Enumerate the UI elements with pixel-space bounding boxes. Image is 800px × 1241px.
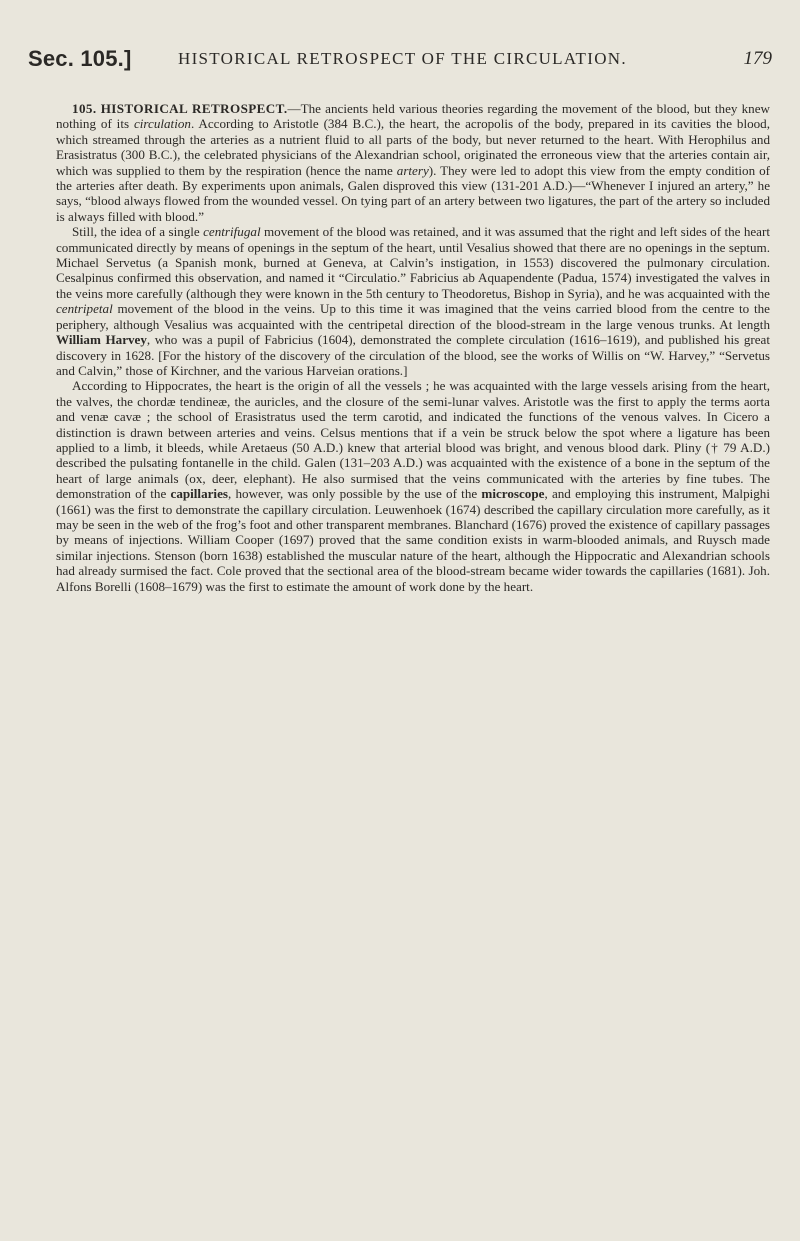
bold-capillaries: capillaries bbox=[170, 486, 228, 502]
paragraph-2 bbox=[56, 224, 770, 378]
text-run: —The ancients held various theories regarding the movement of the blood, but they knew nothing of its bbox=[56, 101, 770, 132]
paragraph-3 bbox=[56, 378, 770, 594]
text-run: movement of the blood in the veins. Up to this time it was imagined that the veins carried blood from the centre to the periphery, although Vesalius was acquainted with the centripetal direction of the blood-stream in the large venous trunks. At length bbox=[56, 301, 770, 332]
article-body bbox=[56, 101, 770, 594]
text-run: , and employing this instrument, Malpighi (1661) was the first to demonstrate the capillary circulation. Leuwenhoek (1674) described the capillary circulation more carefully, as it may be seen in the web of the frog’s foot and other transparent membranes. Blanchard (1676) proved the existence of capillary passages by means of injections. William Cooper (1697) proved that the same condition exists in warm-blooded animals, and Ruysch made similar injections. Stenson (born 1638) established the muscular nature of the heart, although the Hippocratic and Alexandrian schools had already surmised the fact. Cole proved that the sectional area of the blood-stream became wider towards the capillaries (1681). Joh. Alfons Borelli (1608–1679) was the first to estimate the amount of work done by the heart. bbox=[56, 486, 770, 594]
section-label: Sec. 105.] bbox=[28, 46, 132, 71]
text-run: movement of the blood was retained, and it was assumed that the right and left sides of the heart communicated directly by means of openings in the septum of the heart, until Vesalius showed that there are no openings in the septum. Michael Servetus (a Spanish monk, burned at Geneva, at Calvin’s instigation, in 1553) discovered the pulmonary circulation. Cesalpinus confirmed this observation, and named it “Circulatio.” Fabricius ab Aquapendente (Padua, 1574) investigated the valves in the veins more carefully (although they were known in the 5th century to Theodoretus, Bishop in Syria), and he was acquainted with the bbox=[56, 224, 770, 301]
text-run: , however, was only possible by the use of the bbox=[227, 486, 482, 502]
article-number: 105. bbox=[72, 101, 97, 116]
paragraph-1 bbox=[56, 101, 770, 224]
bold-william-harvey: William Harvey bbox=[56, 332, 147, 348]
bold-microscope: microscope bbox=[481, 486, 545, 502]
text-run: , who was a pupil of Fabricius (1604), demonstrated the complete circulation (1616–1619), and published his great discovery in 1628. [For the history of the discovery of the circulation of the blood, see the works of Willis on “W. Harvey,” “Servetus and Calvin,” those of Kirchner, and the various Harveian orations.] bbox=[56, 332, 770, 378]
text-run: . According to Aristotle (384 B.C.), the heart, the acropolis of the body, prepared in its cavities the blood, which streamed through the arteries as a nutrient fluid to all parts of the body, but never returned to the heart. With Herophilus and Erasistratus (300 B.C.), the celebrated physicians of the Alexandrian school, originated the erroneous view that the arteries contain air, which was supplied to them by the respiration (hence the name bbox=[56, 116, 770, 178]
article-heading: HISTORICAL RETROSPECT. bbox=[100, 101, 288, 116]
emphasis-centripetal: centripetal bbox=[56, 301, 113, 317]
running-head bbox=[28, 46, 772, 86]
text-run: ). They were led to adopt this view from the empty condition of the arteries after death. By experiments upon animals, Galen disproved this view (131-201 A.D.)—“Whenever I injured an artery,” he says, “blood always flowed from the wounded vessel. On tying part of an artery between two ligatures, the part of the artery so included is always filled with blood.” bbox=[56, 162, 770, 224]
emphasis-circulation: circulation bbox=[133, 116, 191, 132]
emphasis-centrifugal: centrifugal bbox=[203, 224, 261, 240]
emphasis-artery: artery bbox=[396, 162, 429, 178]
running-title: HISTORICAL RETROSPECT OF THE CIRCULATION. bbox=[178, 49, 627, 68]
page-number: 179 bbox=[743, 48, 772, 69]
text-run: Still, the idea of a single bbox=[72, 224, 204, 240]
text-run: According to Hippocrates, the heart is the origin of all the vessels ; he was acquainted with the large vessels arising from the heart, the valves, the chordæ tendineæ, the auricles, and the closure of the semi-lunar valves. Aristotle was the first to apply the terms aorta and venæ cavæ ; the school of Erasistratus used the term carotid, and indicated the functions of the venous valves. In Cicero a distinction is drawn between arteries and veins. Celsus mentions that if a vein be struck below the spot where a ligature has been applied to a limb, it bleeds, while Aretaeus (50 A.D.) knew that arterial blood was bright, and venous blood dark. Pliny († 79 A.D.) described the pulsating fontanelle in the child. Galen (131–203 A.D.) was acquainted with the existence of a bone in the septum of the heart of large animals (ox, deer, elephant). He also surmised that the veins communicated with the arteries by fine tubes. The demonstration of the bbox=[56, 378, 770, 502]
